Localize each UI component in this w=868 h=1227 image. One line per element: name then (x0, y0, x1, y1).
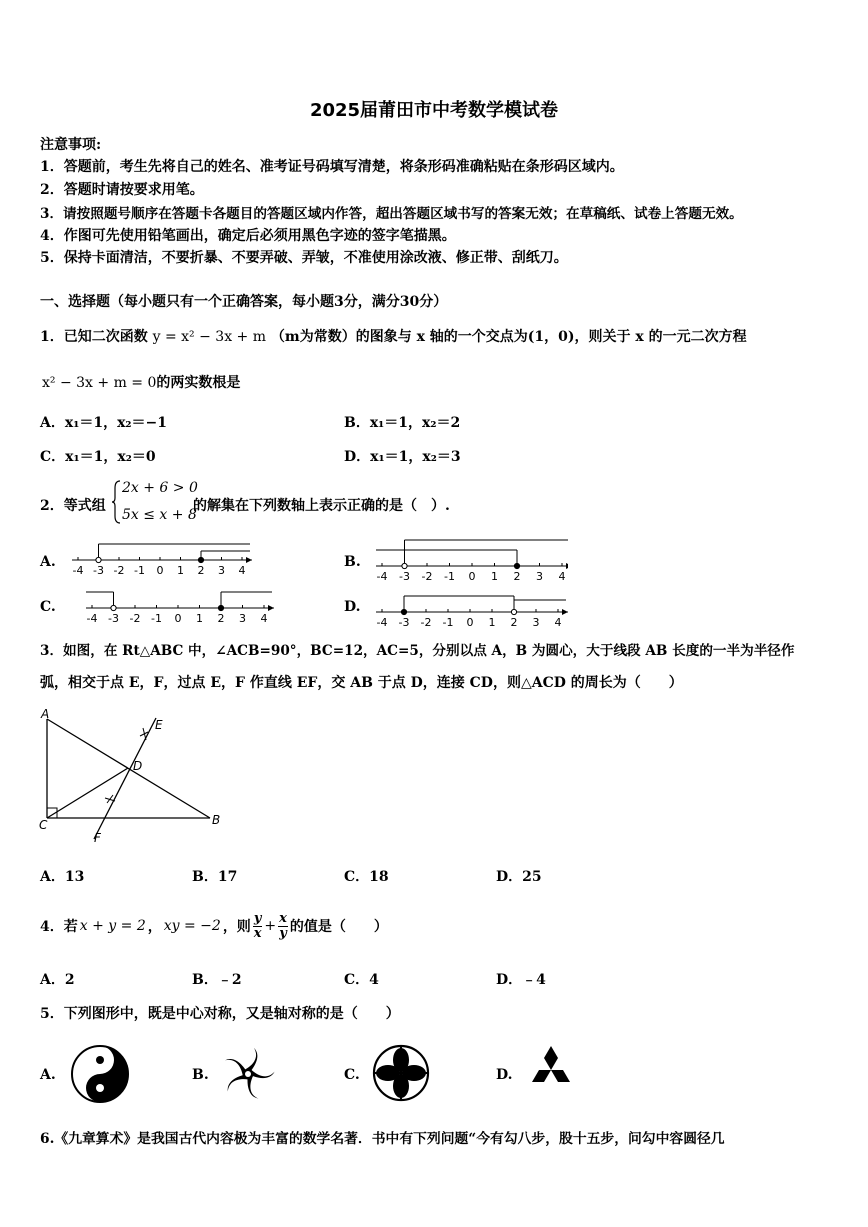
q1-suffix: 的两实数根是 (156, 375, 241, 391)
number-line-d (368, 590, 588, 634)
point-c-label: C (39, 818, 48, 832)
three-diamond-icon (524, 1046, 578, 1094)
tick-label: 4 (260, 612, 268, 625)
tick-label: -2 (421, 570, 433, 583)
q3-line1: 3．如图，在 Rt△ABC 中，∠ACB=90°，BC=12，AC=5，分别以点 A，B 为圆心，大于线段 AB 长度的一半为半径作 (40, 643, 795, 659)
note-item: 4．作图可先使用铅笔画出，确定后必须用黑色字迹的签字笔描黑。 (40, 228, 456, 244)
closed-endpoint (198, 557, 203, 562)
point-d-label: D (133, 759, 143, 773)
tick-label: -4 (376, 616, 388, 629)
tick-label: -2 (129, 612, 141, 625)
q5-text: 5．下列图形中，既是中心对称，又是轴对称的是（ ） (40, 1006, 400, 1022)
q2-prefix: 2．等式组 (40, 498, 106, 514)
open-endpoint (511, 609, 516, 614)
question-1-line1 (40, 326, 747, 346)
tick-label: 1 (491, 570, 498, 583)
question-1-line2 (42, 372, 240, 392)
tick-label: 4 (558, 570, 566, 583)
tick-label: -1 (442, 616, 454, 629)
q3-option-c[interactable]: C．18 (344, 869, 389, 885)
q5-option-d[interactable]: D. (496, 1067, 513, 1083)
q2-inequality-2: 5x ≤ x + 8 (122, 507, 197, 523)
q1-option-d[interactable]: D．x₁＝1，x₂＝3 (344, 449, 461, 465)
tick-label: -1 (151, 612, 162, 625)
note-item: 2．答题时请按要求用笔。 (40, 182, 204, 198)
section-heading: 一、选择题（每小题只有一个正确答案，每小题3分，满分30分） (40, 294, 448, 310)
tick-label: 2 (197, 564, 205, 577)
q5-option-a[interactable]: A. (40, 1067, 56, 1083)
axis-arrow (268, 605, 274, 611)
tick-label: 0 (174, 612, 182, 625)
notes-heading: 注意事项: (40, 137, 102, 153)
q5-option-b[interactable]: B. (192, 1067, 209, 1083)
q4-option-d[interactable]: D．﹣4 (496, 972, 546, 988)
closed-endpoint (401, 609, 406, 614)
plus-sign: + (264, 918, 277, 934)
note-item: 3．请按照题号顺序在答题卡各题目的答题区域内作答，超出答题区域书写的答案无效；在草稿纸、试卷上答题无效。 (40, 206, 743, 222)
q4-option-c[interactable]: C．4 (344, 972, 379, 988)
open-endpoint (96, 557, 101, 562)
closed-endpoint (514, 563, 519, 568)
tick-label: 1 (488, 616, 496, 629)
q4-prefix: 4．若 (40, 919, 78, 935)
tick-label: -1 (134, 564, 145, 577)
tick-label: 3 (536, 570, 543, 583)
tick-label: 1 (196, 612, 203, 625)
tick-label: 2 (510, 616, 518, 629)
q1-function: y = x² − 3x + m (152, 329, 267, 345)
closed-endpoint (218, 605, 223, 610)
q6-text: 6.《九章算术》是我国古代内容极为丰富的数学名著．书中有下列问题“今有勾八步，股十五步，问勾中容圆径几 (40, 1131, 725, 1147)
tick-label: -3 (93, 564, 104, 577)
point-b-label: B (212, 813, 221, 827)
q1-equation: x² − 3x + m = 0 (42, 375, 157, 391)
note-item: 1．答题前，考生先将自己的姓名、准考证号码填写清楚，将条形码准确粘贴在条形码区域内。 (40, 159, 624, 175)
axis-arrow (562, 609, 568, 615)
q3-option-b[interactable]: B．17 (192, 869, 238, 885)
number-line-b (368, 534, 568, 586)
q1-option-c[interactable]: C．x₁＝1，x₂＝0 (40, 449, 156, 465)
tick-label: 3 (218, 564, 225, 577)
tick-label: -2 (420, 616, 432, 629)
q4-condition-1: x + y = 2 (79, 918, 146, 934)
q1-option-b[interactable]: B．x₁＝1，x₂＝2 (344, 415, 461, 431)
point-e-label: E (155, 718, 163, 732)
tick-label: -4 (72, 564, 84, 577)
q2-suffix: 的解集在下列数轴上表示正确的是（ ）. (193, 498, 450, 514)
yin-yang-icon (70, 1044, 130, 1104)
brace (112, 480, 120, 524)
tick-label: -2 (113, 564, 125, 577)
tick-label: -3 (399, 570, 410, 583)
axis-arrow (566, 563, 568, 569)
tick-label: -4 (86, 612, 98, 625)
q3-option-a[interactable]: A．13 (40, 869, 85, 885)
q4-option-b[interactable]: B．﹣2 (192, 972, 242, 988)
note-item: 5．保持卡面清洁，不要折暴、不要弄破、弄皱，不准使用涂改液、修正带、刮纸刀。 (40, 250, 568, 266)
fraction-y-over-x: $\frac{y}{x}$ (253, 910, 262, 941)
open-endpoint (402, 563, 407, 568)
tick-label: 3 (532, 616, 540, 629)
q1-prefix: 1．已知二次函数 (40, 329, 148, 345)
tick-label: 0 (466, 616, 474, 629)
four-petal-circle-icon (372, 1044, 430, 1102)
q3-option-d[interactable]: D．25 (496, 869, 542, 885)
tick-label: 2 (217, 612, 225, 625)
tick-label: 4 (238, 564, 246, 577)
q4-line: 4．若 x + y = 2 ， xy = −2 ，则 $\frac{y}{x}$ + $\frac{x}{y}$ 的值是（ ） (40, 910, 388, 941)
point-f-label: F (94, 831, 101, 845)
page-title: 2025届莆田市中考数学模试卷 (309, 100, 559, 121)
q4-option-a[interactable]: A．2 (40, 972, 75, 988)
tick-label: -3 (108, 612, 119, 625)
q2-option-b-label[interactable]: B. (344, 554, 361, 570)
q4-mid: ，则 (222, 919, 251, 935)
number-line-c (64, 584, 284, 628)
q5-option-c[interactable]: C. (344, 1067, 360, 1083)
tick-label: -3 (398, 616, 410, 629)
tick-label: 2 (513, 570, 521, 583)
q4-condition-2: xy = −2 (163, 918, 221, 934)
q2-option-c-label[interactable]: C. (40, 599, 56, 615)
triangle-figure (36, 706, 236, 852)
q1-option-a[interactable]: A．x₁＝1，x₂＝−1 (40, 415, 168, 431)
point-a-label: A (41, 707, 50, 721)
q4-suffix: 的值是（ ） (289, 919, 388, 935)
q2-inequality-1: 2x + 6 > 0 (122, 480, 198, 496)
tick-label: 0 (468, 570, 476, 583)
q2-option-a-label[interactable]: A. (40, 554, 56, 570)
tick-label: 3 (239, 612, 246, 625)
pinwheel-icon (220, 1046, 276, 1102)
tick-label: 4 (554, 616, 562, 629)
fraction-x-over-y: $\frac{x}{y}$ (279, 910, 287, 941)
tick-label: -1 (444, 570, 455, 583)
axis-arrow (246, 557, 252, 563)
open-endpoint (111, 605, 116, 610)
tick-label: -4 (376, 570, 388, 583)
tick-label: 1 (177, 564, 184, 577)
number-line-a (64, 538, 264, 582)
q2-option-d-label[interactable]: D. (344, 599, 361, 615)
q1-middle: （m为常数）的图象与 x 轴的一个交点为(1，0)，则关于 x 的一元二次方程 (270, 329, 747, 345)
q3-line2: 弧，相交于点 E，F，过点 E，F 作直线 EF，交 AB 于点 D，连接 CD，则△ACD 的周长为（ ） (40, 675, 683, 691)
tick-label: 0 (156, 564, 164, 577)
